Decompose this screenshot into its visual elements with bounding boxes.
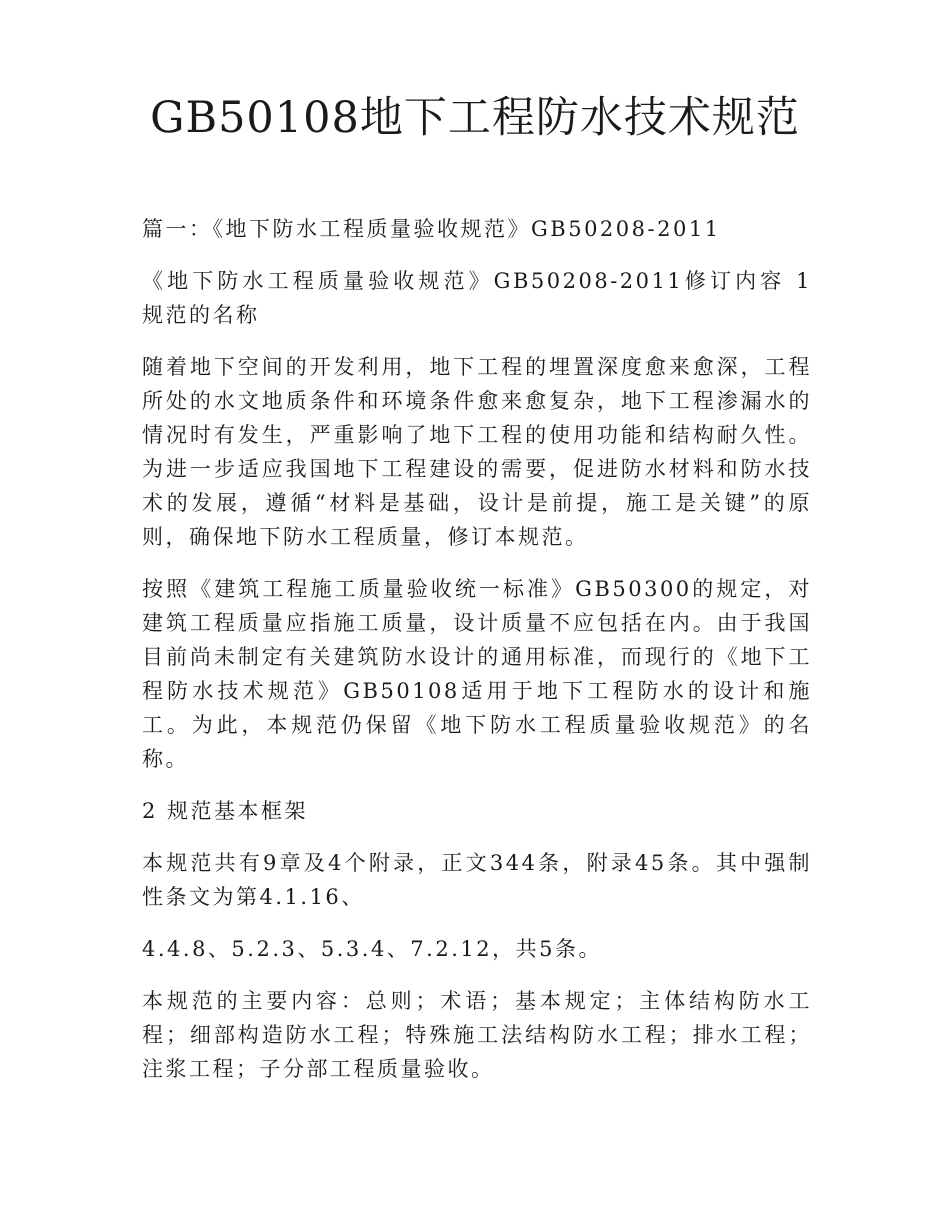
- paragraph-naming-rationale: 按照《建筑工程施工质量验收统一标准》GB50300的规定，对建筑工程质量应指施工质量，设计质量不应包括在内。由于我国目前尚未制定有关建筑防水设计的通用标准，而现行的《地下工程防水技术规范》GB50108适用于地下工程防水的设计和施工。为此，本规范仍保留《地下防水工程质量验收规范》的名称。: [142, 577, 812, 771]
- paragraph-chapter-count: 本规范共有9章及4个附录，正文344条，附录45条。其中强制性条文为第4.1.16、: [142, 851, 812, 909]
- paragraph-main-contents: 本规范的主要内容：总则；术语；基本规定；主体结构防水工程；细部构造防水工程；特殊施工法结构防水工程；排水工程；注浆工程；子分部工程质量验收。: [142, 989, 812, 1081]
- revision-heading: 《地下防水工程质量验收规范》GB50208-2011修订内容 1 规范的名称: [142, 269, 812, 327]
- paragraph-background: 随着地下空间的开发利用，地下工程的埋置深度愈来愈深，工程所处的水文地质条件和环境条件愈来愈复杂，地下工程渗漏水的情况时有发生，严重影响了地下工程的使用功能和结构耐久性。为进一步适应我国地下工程建设的需要，促进防水材料和防水技术的发展，遵循“材料是基础，设计是前提，施工是关键”的原则，确保地下防水工程质量，修订本规范。: [142, 355, 812, 549]
- framework-heading: 2 规范基本框架: [142, 799, 309, 823]
- paragraph-mandatory-clauses: 4.4.8、5.2.3、5.3.4、7.2.12，共5条。: [142, 937, 602, 961]
- document-title: GB50108地下工程防水技术规范: [150, 93, 800, 143]
- section-heading-part-one: 篇一：《地下防水工程质量验收规范》GB50208-2011: [142, 217, 721, 241]
- document-body: [142, 212, 812, 1104]
